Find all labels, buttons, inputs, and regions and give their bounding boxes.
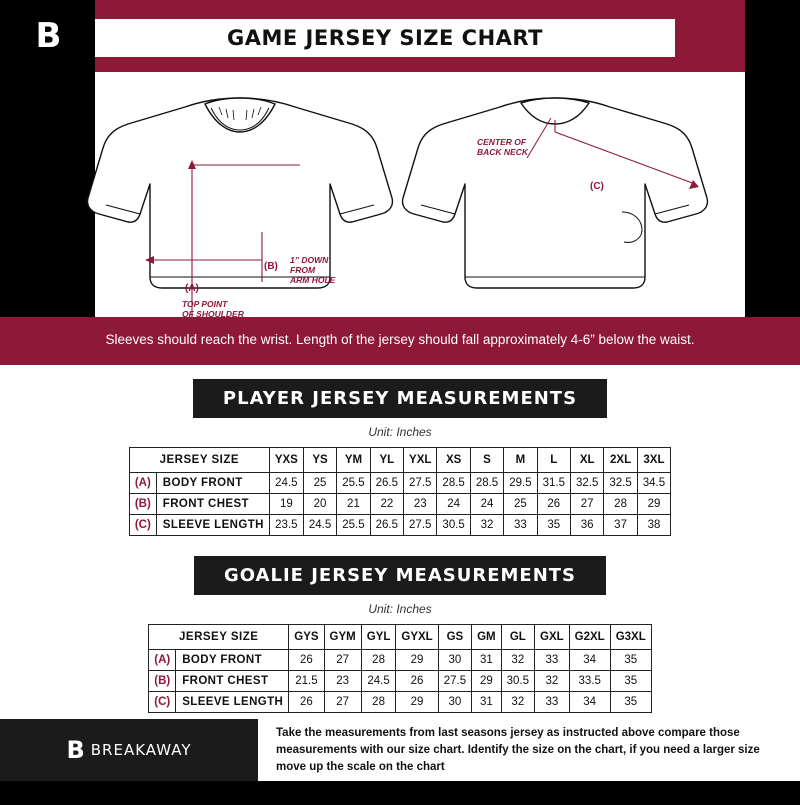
goalie-cell: 21.5 [289, 671, 324, 692]
goalie-table-wrap [0, 624, 800, 719]
label-c: (C) [590, 181, 604, 192]
goalie-cell: 29 [472, 671, 502, 692]
player-size-col: S [470, 448, 503, 473]
goalie-cell: 32 [501, 650, 534, 671]
goalie-size-col: GYXL [396, 625, 438, 650]
player-cell: 35 [537, 515, 570, 536]
goalie-size-col: G2XL [569, 625, 610, 650]
player-cell: 32 [470, 515, 503, 536]
goalie-row-tag: (C) [149, 692, 176, 713]
player-size-col: M [504, 448, 537, 473]
label-top-point-2: OF SHOULDER [182, 309, 244, 317]
player-cell: 25.5 [337, 473, 370, 494]
player-unit: Unit: Inches [0, 418, 800, 447]
page-footer [0, 719, 800, 781]
goalie-unit: Unit: Inches [0, 595, 800, 624]
table-row [129, 494, 670, 515]
goalie-row-label: BODY FRONT [176, 650, 289, 671]
goalie-row-tag: (A) [149, 650, 176, 671]
goalie-cell: 35 [610, 692, 651, 713]
player-row-tag: (A) [129, 473, 156, 494]
footer-brand [0, 719, 258, 781]
player-cell: 24 [470, 494, 503, 515]
player-cell: 27 [570, 494, 603, 515]
page-title-text: GAME JERSEY SIZE CHART [227, 26, 543, 50]
table-row [129, 515, 670, 536]
label-center-back-neck-2: BACK NECK [477, 147, 528, 157]
player-cell: 24.5 [269, 473, 303, 494]
goalie-cell: 34 [569, 650, 610, 671]
player-cell: 30.5 [437, 515, 470, 536]
bottom-black-bar [0, 781, 800, 805]
goalie-cell: 31 [472, 650, 502, 671]
player-size-col: XS [437, 448, 470, 473]
goalie-cell: 29 [396, 650, 438, 671]
goalie-row-tag: (B) [149, 671, 176, 692]
goalie-cell: 26 [396, 671, 438, 692]
goalie-cell: 26 [289, 692, 324, 713]
player-cell: 33 [504, 515, 537, 536]
brand-logo-mark: B [35, 16, 60, 56]
goalie-row-label: SLEEVE LENGTH [176, 692, 289, 713]
player-row-label: FRONT CHEST [156, 494, 269, 515]
goalie-row-label: FRONT CHEST [176, 671, 289, 692]
player-cell: 25 [504, 494, 537, 515]
goalie-measurements-table [148, 624, 652, 713]
goalie-cell: 32 [501, 692, 534, 713]
player-cell: 29.5 [504, 473, 537, 494]
player-cell: 26 [537, 494, 570, 515]
player-size-col: 3XL [637, 448, 670, 473]
goalie-cell: 23 [324, 671, 361, 692]
player-size-col: YS [303, 448, 336, 473]
goalie-cell: 31 [472, 692, 502, 713]
table-row [149, 671, 652, 692]
player-row-tag: (B) [129, 494, 156, 515]
goalie-cell: 33 [535, 650, 570, 671]
label-one-inch-down-2: FROM [290, 265, 316, 275]
goalie-section-title: GOALIE JERSEY MEASUREMENTS [194, 556, 606, 595]
goalie-size-col: GXL [535, 625, 570, 650]
goalie-cell: 34 [569, 692, 610, 713]
goalie-size-col: GS [438, 625, 471, 650]
goalie-size-col: GYM [324, 625, 361, 650]
footer-brand-word: BREAKAWAY [90, 741, 192, 760]
goalie-size-col: G3XL [610, 625, 651, 650]
table-row [149, 692, 652, 713]
player-cell: 28 [604, 494, 637, 515]
jersey-diagram [0, 72, 800, 317]
goalie-cell: 32 [535, 671, 570, 692]
goalie-cell: 35 [610, 671, 651, 692]
table-row [129, 473, 670, 494]
player-table-wrap [0, 447, 800, 542]
goalie-cell: 24.5 [361, 671, 396, 692]
label-center-back-neck-1: CENTER OF [477, 137, 527, 147]
label-one-inch-down-1: 1” DOWN [290, 255, 329, 265]
goalie-cell: 30.5 [501, 671, 534, 692]
player-cell: 34.5 [637, 473, 670, 494]
player-row-label: SLEEVE LENGTH [156, 515, 269, 536]
player-size-col: YM [337, 448, 370, 473]
player-cell: 21 [337, 494, 370, 515]
goalie-cell: 27 [324, 650, 361, 671]
player-cell: 27.5 [404, 473, 437, 494]
table-header-row [149, 625, 652, 650]
player-cell: 38 [637, 515, 670, 536]
goalie-cell: 30 [438, 650, 471, 671]
player-measurements-table [129, 447, 671, 536]
player-size-header: JERSEY SIZE [129, 448, 269, 473]
player-section-title: PLAYER JERSEY MEASUREMENTS [193, 379, 607, 418]
player-cell: 19 [269, 494, 303, 515]
brand-logo [0, 0, 95, 72]
player-cell: 25 [303, 473, 336, 494]
player-size-col: XL [570, 448, 603, 473]
player-row-tag: (C) [129, 515, 156, 536]
goalie-cell: 35 [610, 650, 651, 671]
page-title [95, 19, 675, 57]
goalie-section-header [0, 542, 800, 595]
fit-note: Sleeves should reach the wrist. Length of the jersey should fall approximately 4-6” below the waist. [0, 317, 800, 365]
table-header-row [129, 448, 670, 473]
player-cell: 20 [303, 494, 336, 515]
player-cell: 32.5 [570, 473, 603, 494]
goalie-cell: 33 [535, 692, 570, 713]
player-cell: 22 [370, 494, 403, 515]
player-cell: 23.5 [269, 515, 303, 536]
player-cell: 28.5 [470, 473, 503, 494]
goalie-size-col: GYS [289, 625, 324, 650]
jersey-diagram-svg [0, 72, 800, 317]
header-right-black [745, 0, 800, 72]
goalie-cell: 28 [361, 692, 396, 713]
player-cell: 31.5 [537, 473, 570, 494]
label-a: (A) [185, 283, 199, 294]
player-size-col: 2XL [604, 448, 637, 473]
player-cell: 29 [637, 494, 670, 515]
goalie-size-col: GM [472, 625, 502, 650]
player-cell: 24 [437, 494, 470, 515]
player-size-col: L [537, 448, 570, 473]
footer-brand-mark: B [66, 736, 83, 765]
player-cell: 26.5 [370, 473, 403, 494]
label-top-point-1: TOP POINT [182, 299, 228, 309]
goalie-size-header: JERSEY SIZE [149, 625, 289, 650]
player-cell: 26.5 [370, 515, 403, 536]
goalie-cell: 29 [396, 692, 438, 713]
player-cell: 24.5 [303, 515, 336, 536]
player-size-col: YXS [269, 448, 303, 473]
goalie-size-col: GL [501, 625, 534, 650]
goalie-cell: 33.5 [569, 671, 610, 692]
player-cell: 32.5 [604, 473, 637, 494]
player-cell: 36 [570, 515, 603, 536]
player-size-col: YXL [404, 448, 437, 473]
goalie-size-col: GYL [361, 625, 396, 650]
goalie-cell: 28 [361, 650, 396, 671]
player-cell: 37 [604, 515, 637, 536]
goalie-cell: 27.5 [438, 671, 471, 692]
label-one-inch-down-3: ARM HOLE [290, 275, 336, 285]
table-row [149, 650, 652, 671]
goalie-cell: 30 [438, 692, 471, 713]
label-b: (B) [264, 261, 278, 272]
player-size-col: YL [370, 448, 403, 473]
player-cell: 28.5 [437, 473, 470, 494]
page-header [0, 0, 800, 72]
player-cell: 27.5 [404, 515, 437, 536]
goalie-cell: 26 [289, 650, 324, 671]
player-cell: 25.5 [337, 515, 370, 536]
player-row-label: BODY FRONT [156, 473, 269, 494]
player-cell: 23 [404, 494, 437, 515]
footer-instructions: Take the measurements from last seasons jersey as instructed above compare those measurements with our size chart. Identify the size on the chart, if you need a larger size move up the scale on the chart [258, 719, 800, 781]
goalie-cell: 27 [324, 692, 361, 713]
player-section-header [0, 365, 800, 418]
